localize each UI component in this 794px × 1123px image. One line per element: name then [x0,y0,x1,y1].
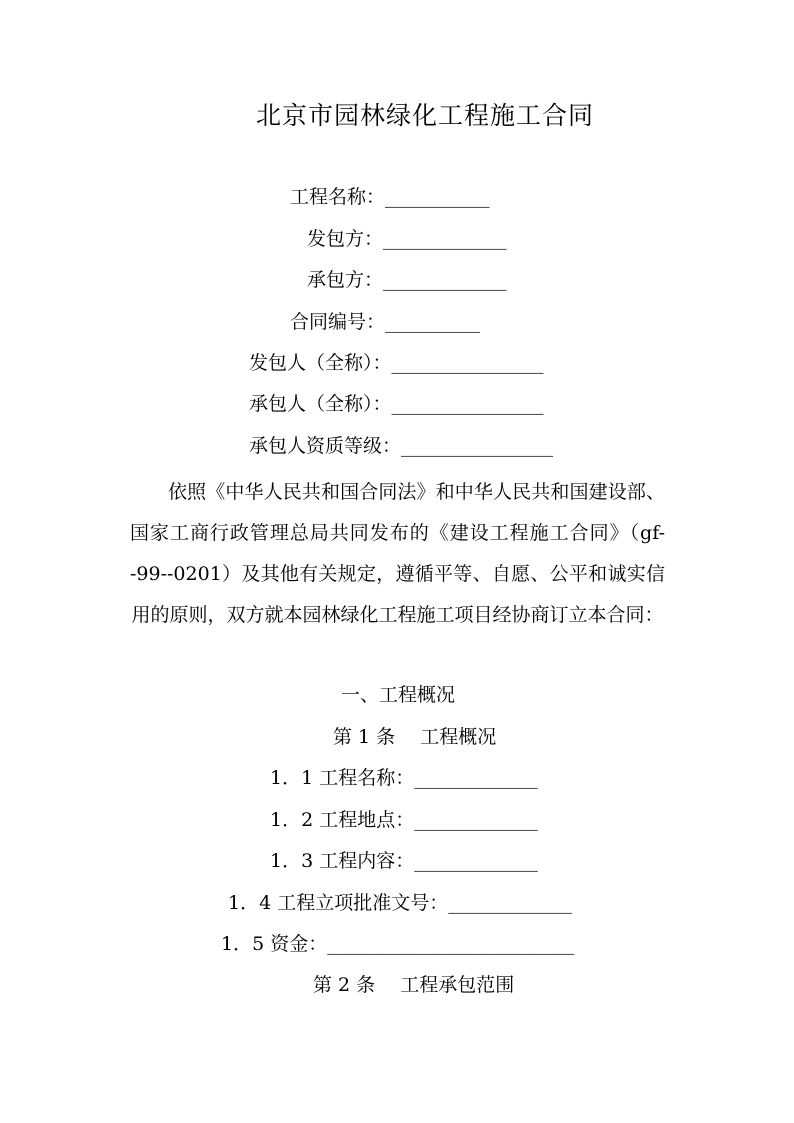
cover-field-text: 发包人（全称）：________________ [249,352,544,374]
article-heading-text: 第 1 条 工程概况 [333,726,497,748]
cover-field-text: 承包人（全称）：________________ [249,393,544,415]
cover-field-text: 承包方：_____________ [307,269,507,291]
cover-field-text: 承包人资质等级：________________ [249,435,554,457]
document-title: 北京市园林绿化工程施工合同 [255,101,594,130]
item-text: 1．2 工程地点：_____________ [270,809,538,831]
item-text: 1．5 资金：__________________________ [221,933,575,955]
item-text: 1．1 工程名称：_____________ [270,767,538,789]
item-text: 1．4 工程立项批准文号：_____________ [228,892,572,914]
preamble-paragraph: 依照《中华人民共和国合同法》和中华人民共和国建设部、国家工商行政管理总局共同发布的《建设工程施工合同》（gf--99--0201）及其他有关规定，遵循平等、自愿、公平和诚实信用的原则，双方就本园林绿化工程施工项目经协商订立本合同： [130,481,665,626]
cover-field-text: 工程名称：___________ [290,186,490,208]
cover-field-text: 发包方：_____________ [307,228,507,250]
item-text: 1．3 工程内容：_____________ [270,850,538,872]
article-heading-text: 第 2 条 工程承包范围 [313,974,515,996]
cover-field-text: 合同编号：__________ [290,311,481,333]
section-heading-text: 一、工程概况 [341,684,456,706]
